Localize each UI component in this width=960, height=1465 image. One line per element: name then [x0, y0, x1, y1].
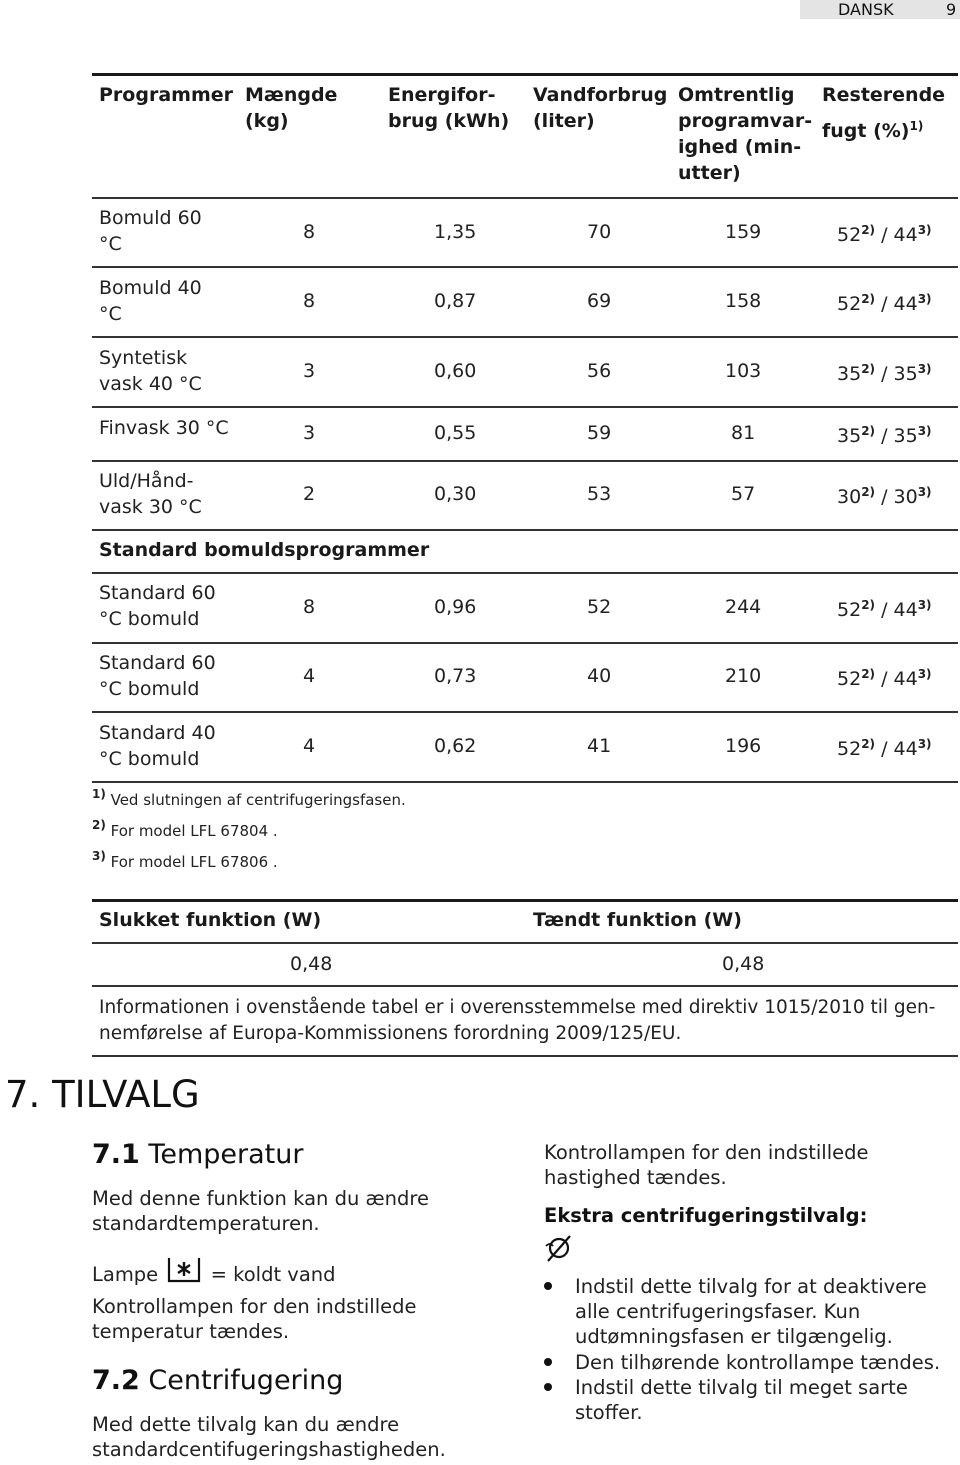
duration-value: 210 — [725, 665, 762, 687]
spin-lamp-note: Kontrollampen for den indstillede hastighed tændes. — [544, 1141, 869, 1189]
list-item: Den tilhørende kontrollampe tændes. — [575, 1351, 941, 1374]
cold-water-lamp-icon — [166, 1256, 202, 1284]
bullet-dot — [544, 1383, 552, 1391]
duration-value: 244 — [725, 596, 762, 618]
on-mode-value: 0,48 — [722, 953, 765, 975]
amount-value: 4 — [303, 665, 316, 687]
lamp-legend: Lampe = koldt vand — [92, 1256, 336, 1287]
off-mode-header: Slukket funktion (W) — [99, 909, 322, 931]
duration-value: 81 — [731, 422, 756, 444]
temperature-lamp-note: Kontrollampen for den indstillede temperatur tændes. — [92, 1295, 417, 1343]
footnote: $^{1)}$ Ved slutningen af centrifugeringsfasen. — [92, 787, 406, 809]
program-name: Standard 60 °C bomuld — [99, 582, 216, 630]
spin-heading: 7.2 Centrifugering — [92, 1365, 344, 1396]
program-name: Bomuld 40 °C — [99, 277, 202, 325]
water-value: 53 — [587, 483, 612, 505]
bullet-dot — [544, 1282, 552, 1290]
program-name: Standard 40 °C bomuld — [99, 722, 216, 770]
energy-value: 0,96 — [434, 596, 477, 618]
temperature-heading: 7.1 Temperatur — [92, 1139, 304, 1170]
header-moisture: Resterende fugt (%)$^{1)}$ — [822, 84, 946, 142]
moisture-value: 52$^{2)}$ / 44$^{3)}$ — [837, 223, 932, 246]
program-name: Syntetisk vask 40 °C — [99, 347, 202, 395]
water-value: 56 — [587, 360, 612, 382]
header-amount: Mængde (kg) — [245, 84, 338, 132]
list-item: Indstil dette tilvalg for at deaktivere alle centrifugeringsfaser. Kun udtømningsfasen er tilgængelig. — [575, 1275, 927, 1348]
section-title: 7. TILVALG — [5, 1073, 200, 1116]
moisture-value: 52$^{2)}$ / 44$^{3)}$ — [837, 667, 932, 690]
duration-value: 159 — [725, 221, 762, 243]
header-program: Programmer — [99, 84, 233, 106]
duration-value: 103 — [725, 360, 762, 382]
footnote: $^{2)}$ For model LFL 67804 . — [92, 818, 278, 840]
page-number: 9 — [946, 0, 957, 19]
extra-spin-heading: Ekstra centrifugeringstilvalg: — [544, 1204, 868, 1227]
energy-value: 0,60 — [434, 360, 477, 382]
water-value: 70 — [587, 221, 612, 243]
standard-programs-heading: Standard bomuldsprogrammer — [99, 539, 430, 561]
amount-value: 8 — [303, 221, 316, 243]
energy-value: 0,62 — [434, 735, 477, 757]
energy-value: 0,30 — [434, 483, 477, 505]
program-name: Standard 60 °C bomuld — [99, 652, 216, 700]
off-mode-value: 0,48 — [290, 953, 333, 975]
moisture-value: 35$^{2)}$ / 35$^{3)}$ — [837, 362, 932, 385]
duration-value: 158 — [725, 290, 762, 312]
moisture-value: 30$^{2)}$ / 30$^{3)}$ — [837, 485, 932, 508]
spin-description: Med dette tilvalg kan du ændre standardcentifugeringshastigheden. — [92, 1413, 446, 1461]
program-name: Bomuld 60 °C — [99, 207, 202, 255]
energy-value: 0,87 — [434, 290, 477, 312]
amount-value: 3 — [303, 360, 316, 382]
program-name: Finvask 30 °C — [99, 417, 229, 439]
moisture-value: 52$^{2)}$ / 44$^{3)}$ — [837, 598, 932, 621]
language-label: DANSK — [838, 0, 894, 19]
header-energy: Energifor- brug (kWh) — [388, 84, 510, 132]
bullet-dot — [544, 1358, 552, 1366]
temperature-description: Med denne funktion kan du ændre standardtemperaturen. — [92, 1187, 429, 1235]
header-duration: Omtrentlig programvar- ighed (min- utter) — [678, 84, 813, 184]
moisture-value: 35$^{2)}$ / 35$^{3)}$ — [837, 424, 932, 447]
moisture-value: 52$^{2)}$ / 44$^{3)}$ — [837, 292, 932, 315]
amount-value: 8 — [303, 596, 316, 618]
amount-value: 3 — [303, 422, 316, 444]
water-value: 69 — [587, 290, 612, 312]
water-value: 52 — [587, 596, 612, 618]
footnote: $^{3)}$ For model LFL 67806 . — [92, 849, 278, 871]
list-item: Indstil dette tilvalg til meget sarte stoffer. — [575, 1376, 908, 1424]
header-water: Vandforbrug (liter) — [533, 84, 668, 132]
duration-value: 57 — [731, 483, 756, 505]
on-mode-header: Tændt funktion (W) — [533, 909, 742, 931]
amount-value: 8 — [303, 290, 316, 312]
amount-value: 4 — [303, 735, 316, 757]
energy-value: 0,55 — [434, 422, 477, 444]
table-top-rule — [92, 73, 958, 76]
moisture-value: 52$^{2)}$ / 44$^{3)}$ — [837, 737, 932, 760]
energy-value: 1,35 — [434, 221, 477, 243]
energy-value: 0,73 — [434, 665, 477, 687]
amount-value: 2 — [303, 483, 316, 505]
water-value: 40 — [587, 665, 612, 687]
no-spin-icon — [544, 1233, 574, 1263]
program-name: Uld/Hånd- vask 30 °C — [99, 470, 202, 518]
info-note: Informationen i ovenstående tabel er i overensstemmelse med direktiv 1015/2010 til gen- nemførelse af Europa-Kommissionens forordning 2009/125/EU. — [99, 997, 936, 1044]
water-value: 41 — [587, 735, 612, 757]
water-value: 59 — [587, 422, 612, 444]
duration-value: 196 — [725, 735, 762, 757]
